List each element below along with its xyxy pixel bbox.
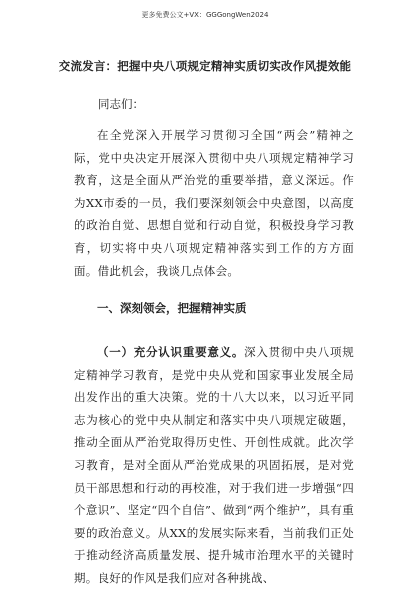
section-heading: 一、深刻领会，把握精神实质: [97, 301, 247, 315]
salutation: 同志们：: [98, 97, 144, 111]
subsection-paragraph: [74, 341, 354, 590]
document-title: 交流发言：把握中央八项规定精神实质切实改作风提效能: [58, 59, 352, 73]
subsection-text: 深入贯彻中央八项规定精神学习教育，是党中央从党和国家事业发展全局出发作出的重大决策。党的十八大以来，以习近平同志为核心的党中央从制定和落实中央八项规定破题，推动全面从严治党取得历史性、开创性成就。此次学习教育，是对全面从严治党成果的巩固拓展，是对党员干部思想和行动的再校准，对于我们进一步增强“四个意识”、坚定“四个自信”、做到“两个维护”，具有重要的政治意义。从XX的发展实际来看，当前我们正处于推动经济高质量发展、提升城市治理水平的关键时期。良好的作风是我们应对各种挑战、: [74, 345, 354, 585]
subsection-label: （一）充分认识重要意义。: [97, 345, 245, 359]
header-note: 更多免费公文+VX：GGGongWen2024: [141, 11, 269, 19]
intro-paragraph: 在全党深入开展学习贯彻习全国“两会”精神之际，党中央决定开展深入贯彻中央八项规定精神学习教育，这是全面从严治党的重要举措，意义深远。作为XX市委的一员，我们要深刻领会中央意图，以高度的政治自觉、思想自觉和行动自觉，积极投身学习教育，切实将中央八项规定精神落实到工作的方方面面。借此机会，我谈几点体会。: [74, 128, 354, 278]
